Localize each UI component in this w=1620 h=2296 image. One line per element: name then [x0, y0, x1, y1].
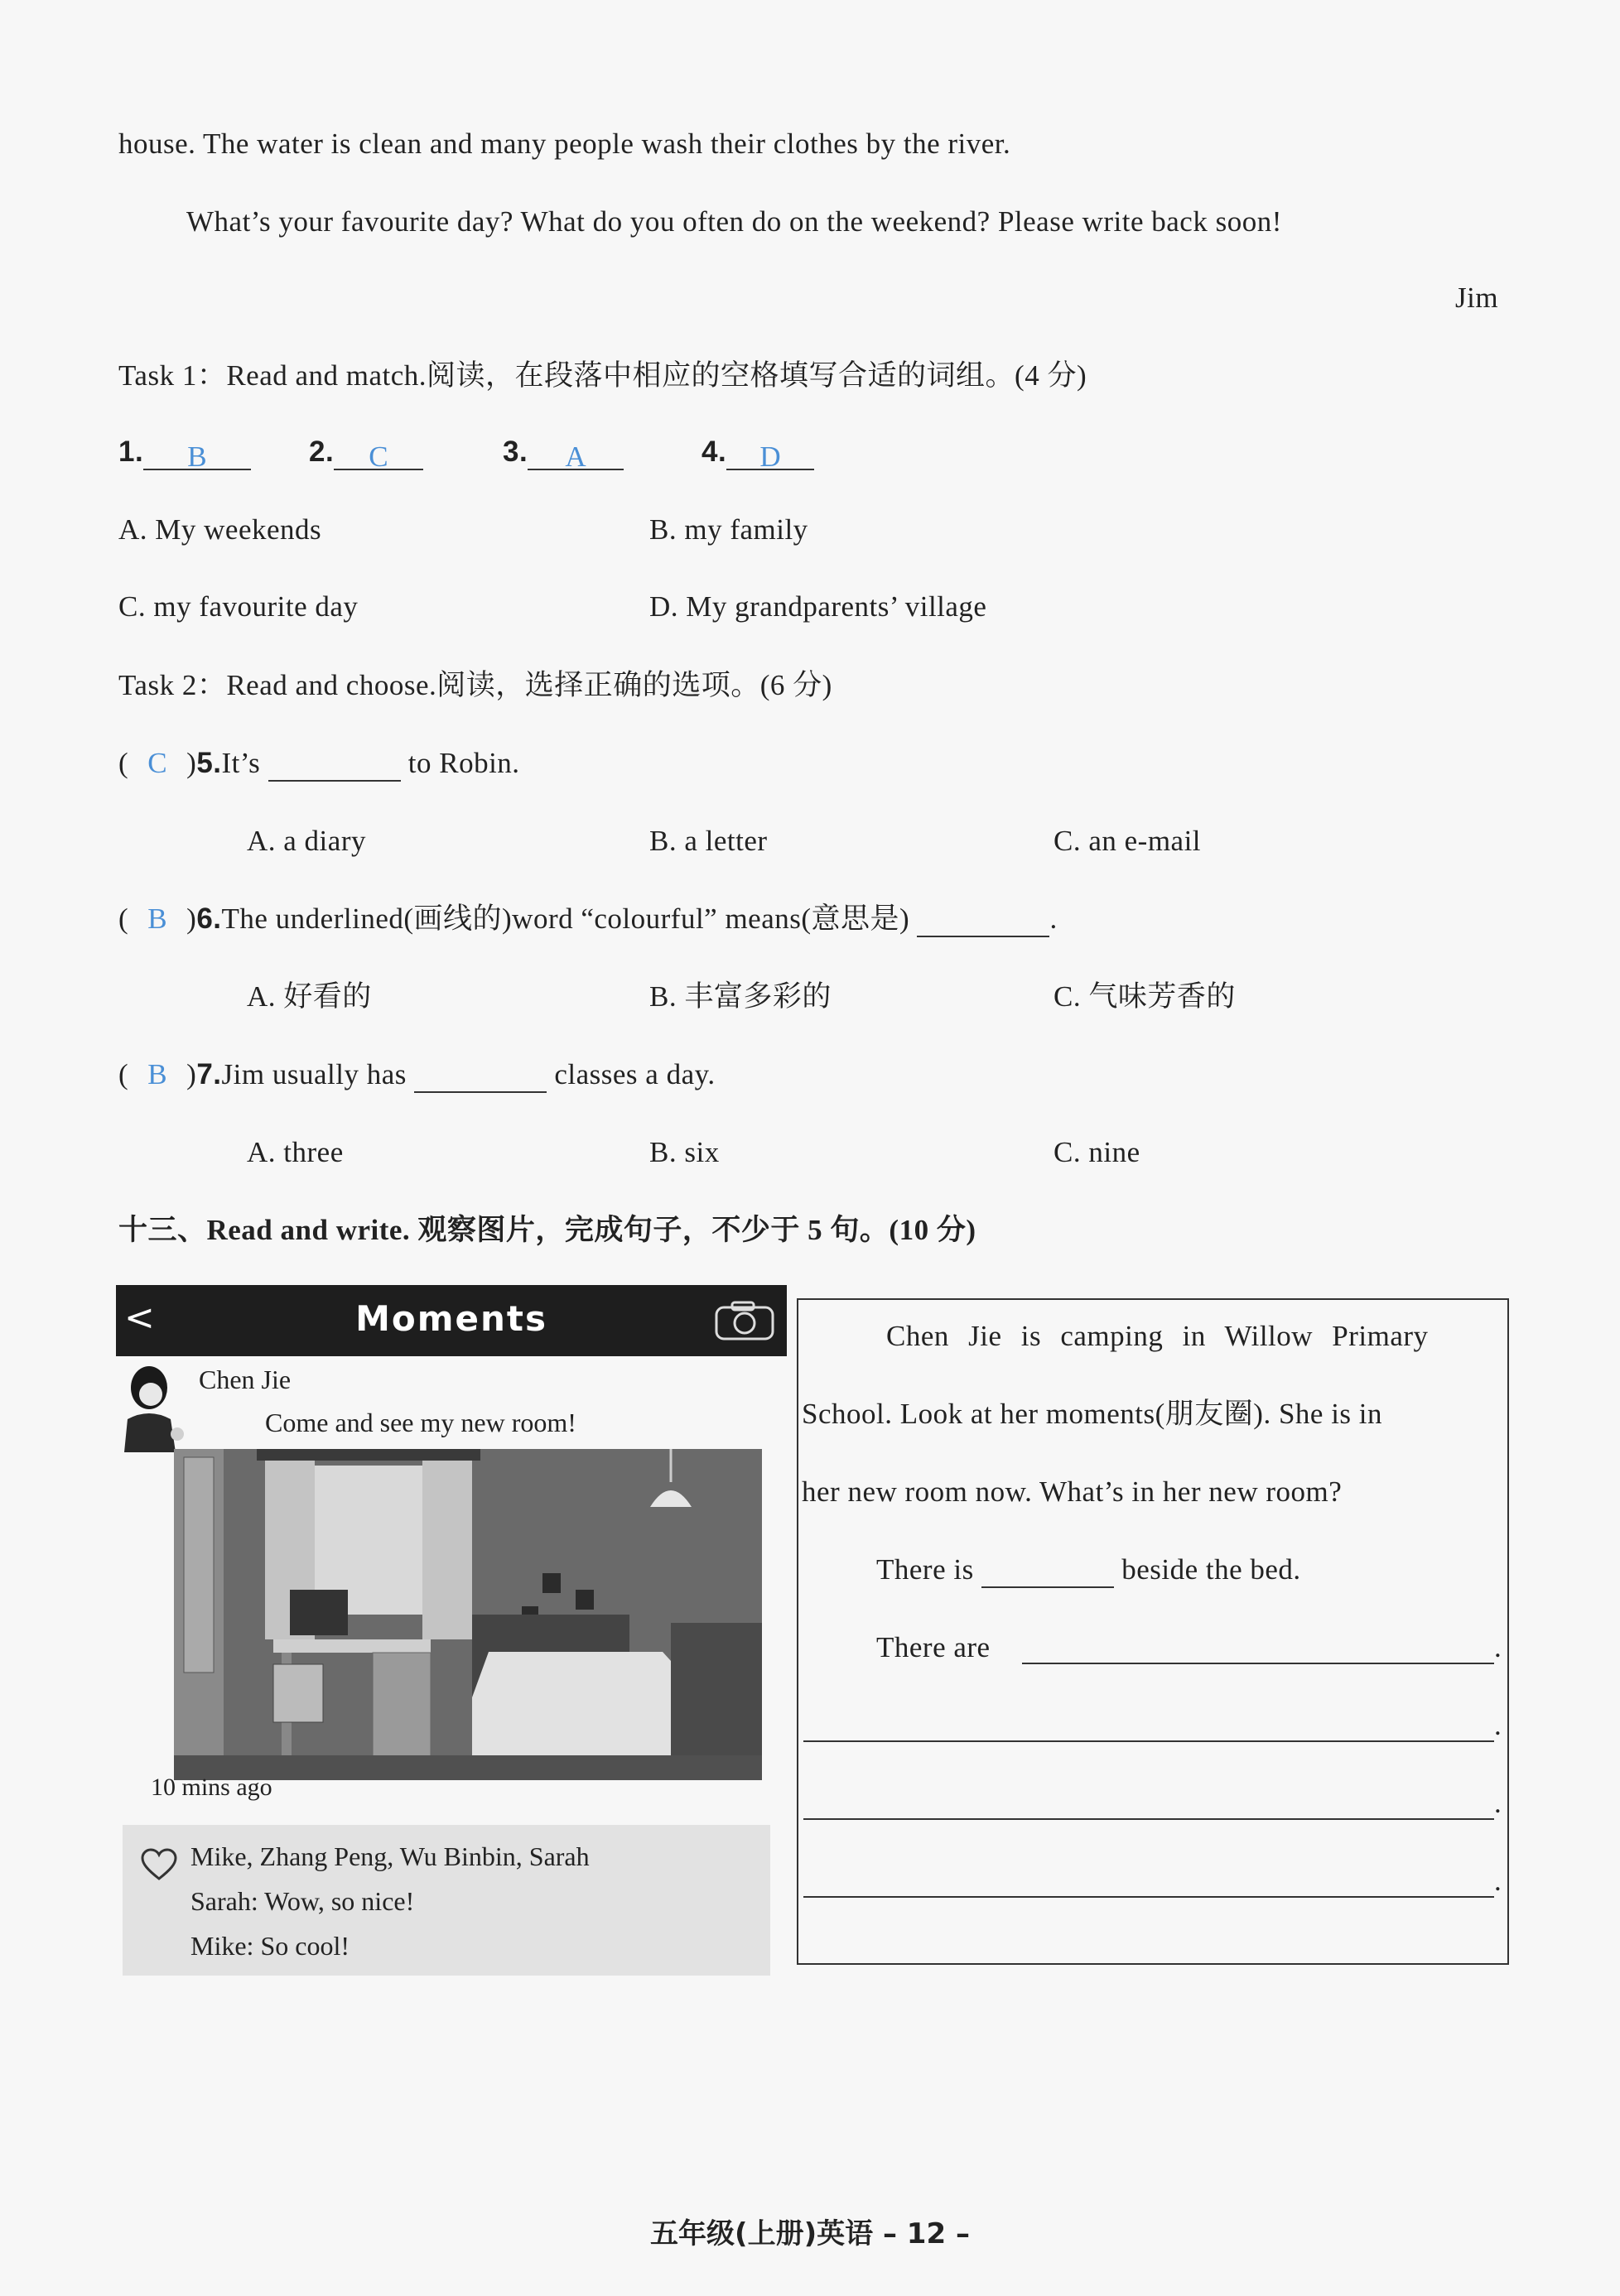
moments-header — [116, 1285, 787, 1356]
question-stem: The underlined(画线的)word “colourful” means(意思是) — [221, 903, 910, 935]
fill-blank[interactable] — [981, 1557, 1114, 1588]
q7-option-b: B. six — [649, 1136, 720, 1168]
back-arrow-icon[interactable]: < — [124, 1297, 155, 1339]
fill-blank[interactable] — [414, 1061, 547, 1093]
blank-number: 2. — [309, 436, 335, 468]
q6-option-c: C. 气味芳香的 — [1053, 980, 1236, 1013]
section-13-heading: 十三、Read and write. 观察图片，完成句子，不少于 5 句。(10 分) — [118, 1214, 976, 1246]
passage-line-1: house. The water is clean and many people wash their clothes by the river. — [118, 128, 1011, 160]
question-stem: It’s — [221, 747, 261, 779]
passage-line-2: What’s your favourite day? What do you often do on the weekend? Please write back soon! — [186, 205, 1282, 238]
writing-box — [797, 1298, 1509, 1965]
task1-option-b: B. my family — [649, 513, 808, 546]
answer-paren-open: ( — [118, 903, 129, 935]
answer-blank[interactable]: D — [726, 439, 814, 470]
comments-section — [123, 1825, 770, 1976]
sentence-end-period: . — [1494, 1787, 1502, 1819]
post-text: Come and see my new room! — [265, 1408, 576, 1437]
answer-paren-close: ) — [186, 903, 197, 935]
question-stem-end: classes a day. — [554, 1058, 716, 1090]
question-stem-end: . — [1049, 903, 1058, 935]
comment: Sarah: Wow, so nice! — [190, 1886, 415, 1916]
question-number: 5. — [196, 747, 222, 779]
task1-instruction: Task 1：Read and match.阅读，在段落中相应的空格填写合适的词组。(4 分) — [118, 359, 1087, 392]
q7-option-a: A. three — [247, 1136, 344, 1168]
blank-number: 3. — [503, 436, 528, 468]
task2-instruction: Task 2：Read and choose.阅读，选择正确的选项。(6 分) — [118, 669, 832, 701]
writing-line[interactable] — [803, 1894, 1494, 1898]
sentence-1 — [876, 1552, 1301, 1588]
poster-name[interactable]: Chen Jie — [199, 1365, 292, 1394]
moments-panel — [116, 1285, 787, 1976]
fill-blank[interactable] — [268, 750, 401, 782]
answer-paren-close: ) — [186, 747, 197, 779]
q5-option-a: A. a diary — [247, 825, 366, 857]
task1-blank-3 — [503, 434, 624, 473]
blank-number: 4. — [702, 436, 727, 468]
answer-choice[interactable]: B — [147, 1058, 168, 1090]
heart-icon[interactable] — [141, 1848, 177, 1881]
task1-option-d: D. My grandparents’ village — [649, 590, 987, 623]
sentence-1-end: beside the bed. — [1121, 1553, 1301, 1586]
question-stem-end: to Robin. — [407, 747, 520, 779]
writing-intro-3: her new room now. What’s in her new room? — [802, 1475, 1343, 1508]
answer-blank[interactable]: A — [528, 439, 624, 470]
sentence-1-start: There is — [876, 1553, 974, 1586]
sentence-end-period: . — [1494, 1631, 1502, 1663]
question-6 — [118, 901, 1058, 937]
q6-option-b: B. 丰富多彩的 — [649, 980, 832, 1013]
answer-paren-open: ( — [118, 1058, 129, 1090]
writing-line[interactable] — [1022, 1661, 1494, 1664]
writing-intro-1: Chen Jie is camping in Willow Primary — [886, 1320, 1429, 1352]
q5-option-b: B. a letter — [649, 825, 768, 857]
camera-icon[interactable] — [714, 1300, 775, 1341]
q7-option-c: C. nine — [1053, 1136, 1140, 1168]
sentence-end-period: . — [1494, 1865, 1502, 1897]
sentence-end-period: . — [1494, 1709, 1502, 1741]
blank-number: 1. — [118, 436, 144, 468]
question-7 — [118, 1057, 716, 1093]
moments-title: Moments — [355, 1298, 547, 1339]
writing-intro-2: School. Look at her moments(朋友圈). She is in — [802, 1398, 1383, 1430]
question-5 — [118, 745, 520, 782]
post-time: 10 mins ago — [151, 1774, 272, 1801]
likes-list: Mike, Zhang Peng, Wu Binbin, Sarah — [190, 1841, 590, 1871]
passage-signature: Jim — [1455, 282, 1499, 314]
writing-line[interactable] — [803, 1817, 1494, 1820]
avatar — [116, 1361, 186, 1452]
answer-blank[interactable]: C — [334, 439, 423, 470]
answer-choice[interactable]: C — [147, 747, 168, 779]
q6-option-a: A. 好看的 — [247, 980, 372, 1013]
task1-blank-4 — [702, 434, 814, 473]
room-photo[interactable] — [174, 1449, 762, 1780]
task1-blank-2 — [309, 434, 423, 473]
comment: Mike: So cool! — [190, 1931, 350, 1961]
question-stem: Jim usually has — [221, 1058, 407, 1090]
question-number: 6. — [196, 903, 222, 935]
task1-option-a: A. My weekends — [118, 513, 322, 546]
question-number: 7. — [196, 1058, 222, 1090]
answer-blank[interactable]: B — [143, 439, 251, 470]
writing-line[interactable] — [803, 1739, 1494, 1742]
task1-option-c: C. my favourite day — [118, 590, 359, 623]
answer-paren-close: ) — [186, 1058, 197, 1090]
q5-option-c: C. an e-mail — [1053, 825, 1202, 857]
page-footer: 五年级(上册)英语 – 12 – — [650, 2217, 970, 2250]
answer-choice[interactable]: B — [147, 903, 168, 935]
answer-paren-open: ( — [118, 747, 129, 779]
task1-blank-1 — [118, 434, 251, 473]
sentence-2-start: There are — [876, 1631, 991, 1663]
fill-blank[interactable] — [917, 906, 1049, 937]
